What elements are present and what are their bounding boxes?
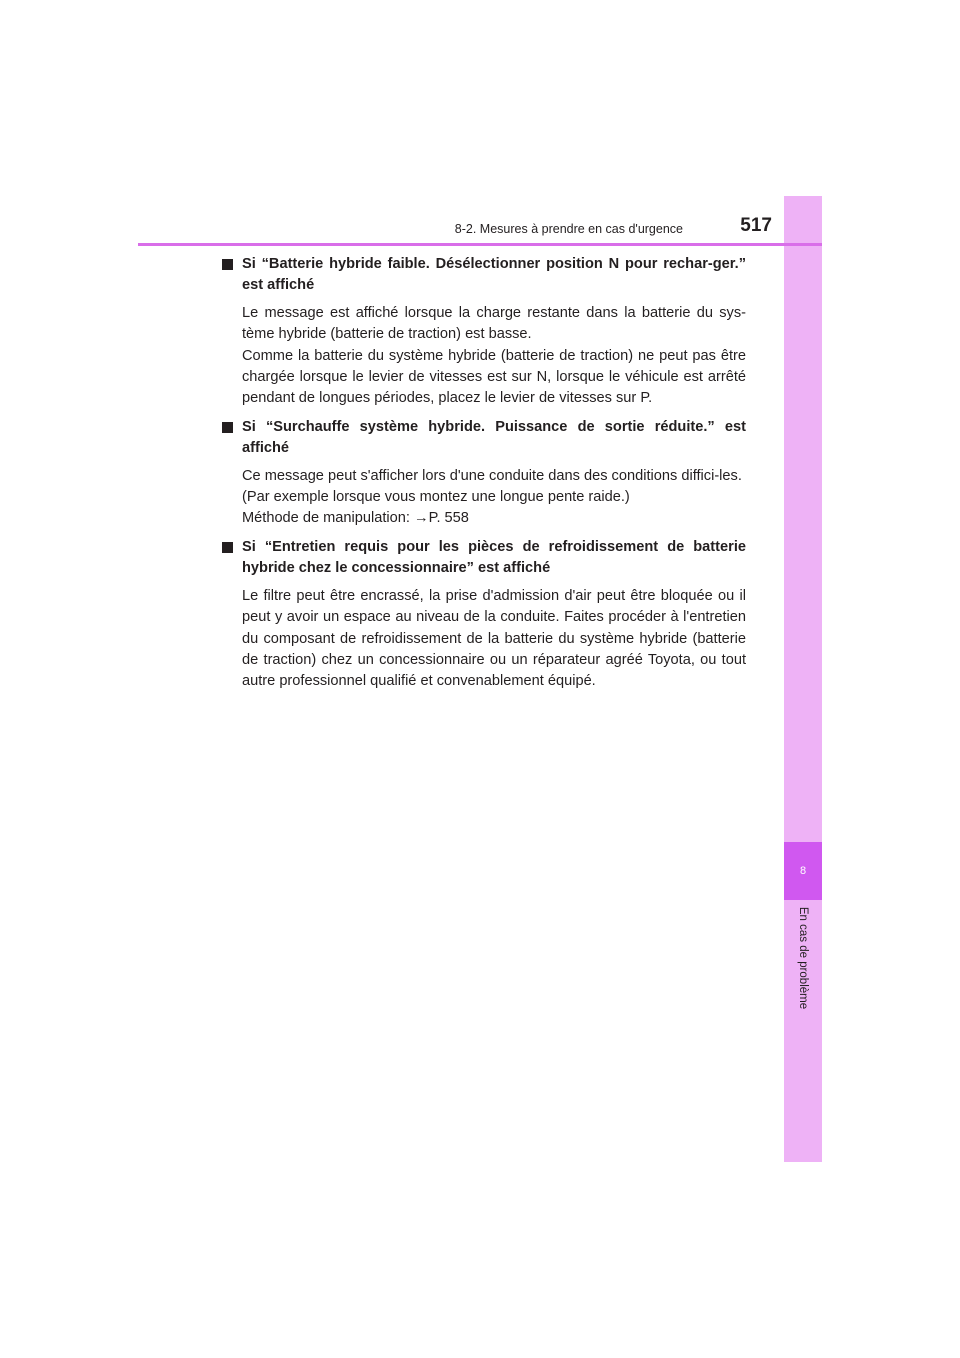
body-line: Le filtre peut être encrassé, la prise d'admission d'air peut être bloquée ou il peut y avoir un espace au niveau de la conduite. Faites procéder à l'entretien du composant de refroidissement de la batterie du système hybride (batterie de traction) chez un concessionnaire ou un réparateur agréé Toyota, ou tout autre professionnel qualifié et convenablement équipé. — [242, 587, 746, 690]
chapter-title-vertical — [784, 908, 822, 1008]
body-line: (Par exemple lorsque vous montez une longue pente raide.) — [242, 489, 630, 506]
topic-title: Si “Entretien requis pour les pièces de refroidissement de batterie hybride chez le concessionnaire” est affiché — [242, 538, 746, 577]
topic-body — [242, 303, 746, 410]
topic-battery-cooling-maintenance — [222, 537, 746, 693]
chapter-sidebar — [784, 196, 822, 1162]
page-number: 517 — [740, 215, 772, 236]
header-divider — [138, 243, 822, 246]
chapter-number: 8 — [799, 865, 807, 877]
body-line: Le message est affiché lorsque la charge restante dans la batterie du sys-tème hybride (batterie de traction) est basse. — [242, 304, 746, 343]
black-square-icon — [222, 542, 233, 553]
body-line: Méthode de manipulation: →P. 558 — [242, 510, 469, 527]
chapter-number-tab — [784, 842, 822, 900]
topic-title: Si “Batterie hybride faible. Désélectionner position N pour rechar-ger.” est affiché — [242, 256, 746, 294]
topic-body — [242, 586, 746, 693]
chapter-title: En cas de problème — [797, 906, 809, 1010]
topic-body — [242, 466, 746, 530]
topic-title: Si “Surchauffe système hybride. Puissance de sortie réduite.” est affiché — [242, 418, 746, 457]
black-square-icon — [222, 422, 233, 433]
topic-low-hybrid-battery — [222, 254, 746, 410]
topic-hybrid-overheat — [222, 417, 746, 530]
body-line: Comme la batterie du système hybride (batterie de traction) ne peut pas être chargée lorsque le levier de vitesses est sur N, lorsque le véhicule est arrêté pendant de longues périodes, placez le levier de vitesses sur P. — [242, 347, 746, 407]
black-square-icon — [222, 259, 233, 270]
section-label: 8-2. Mesures à prendre en cas d'urgence — [454, 222, 683, 236]
page-content — [222, 254, 746, 700]
body-line: Ce message peut s'afficher lors d'une conduite dans des conditions diffici-les. — [242, 467, 742, 484]
